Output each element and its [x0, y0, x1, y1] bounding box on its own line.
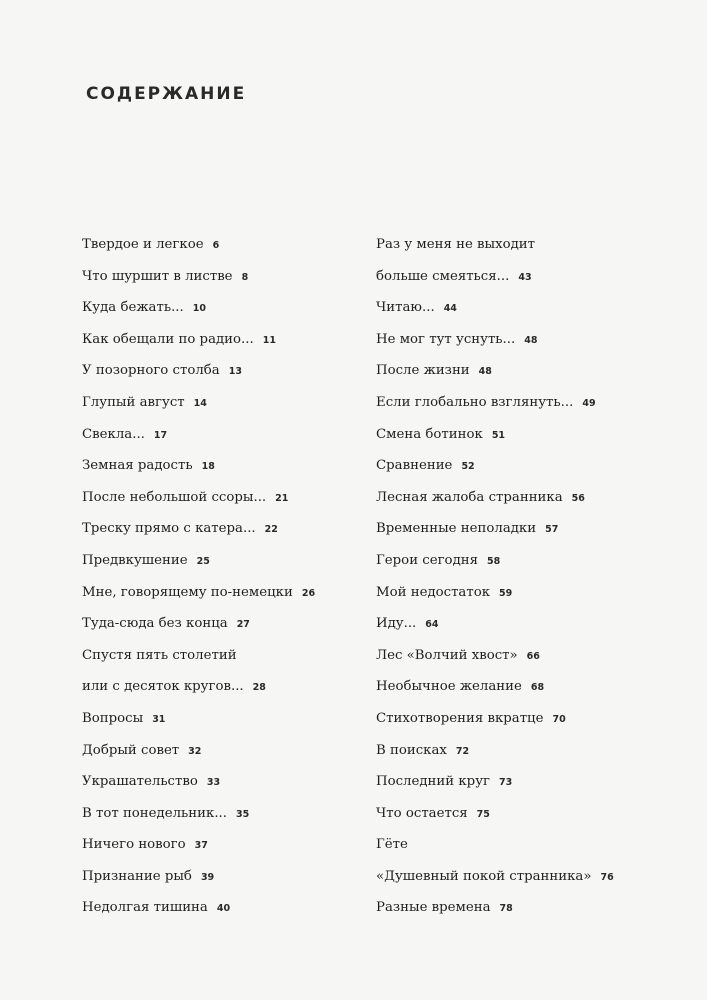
toc-entry-title: Лесная жалоба странника	[376, 489, 563, 505]
toc-entry-title: Твердое и легкое	[82, 237, 204, 252]
toc-page-number: 25	[196, 555, 210, 567]
toc-entry	[82, 829, 362, 861]
toc-page-number: 14	[193, 397, 207, 409]
toc-page-number: 59	[499, 587, 513, 599]
toc-entry-title: Лес «Волчий хвост»	[376, 647, 518, 663]
toc-page-number: 48	[524, 334, 538, 346]
toc-entry	[82, 577, 362, 609]
toc-entry-title: Герои сегодня	[376, 552, 479, 568]
toc-page-number: 39	[200, 871, 215, 883]
toc-page-number: 52	[461, 461, 475, 473]
toc-entry-title: Раз у меня не выходит	[376, 237, 536, 252]
toc-entry	[376, 545, 676, 577]
toc-entry-title: Глупый август	[82, 394, 185, 410]
toc-entry	[82, 640, 362, 672]
toc-entry	[82, 482, 362, 514]
toc-entry-title: Украшательство	[82, 774, 198, 790]
toc-entry-title: Свекла...	[82, 426, 145, 442]
toc-entry-title: Мой недостаток	[376, 584, 491, 600]
toc-page-number: 40	[216, 903, 231, 915]
toc-page-number: 33	[206, 777, 221, 789]
toc-entry-title: Как обещали по радио...	[82, 331, 254, 347]
toc-entry	[82, 861, 362, 893]
toc-entry	[82, 892, 362, 924]
toc-page-number: 28	[252, 682, 266, 694]
toc-page-number: 43	[518, 271, 532, 283]
toc-entry	[376, 419, 676, 451]
toc-entry	[376, 608, 676, 640]
toc-page-number: 32	[188, 745, 202, 757]
toc-entry-title: Стихотворения вкратце	[376, 710, 544, 726]
toc-entry	[376, 513, 676, 545]
toc-entry-title: В тот понедельник...	[82, 805, 227, 821]
toc-entry-title: Треску прямо с катера...	[82, 521, 256, 537]
toc-entry	[82, 261, 362, 293]
toc-entry-title: Что шуршит в листве	[82, 268, 233, 284]
toc-page-number: 64	[425, 619, 439, 631]
toc-entry-title: Добрый совет	[82, 742, 180, 758]
toc-entry-title: Если глобально взглянуть...	[376, 394, 574, 410]
toc-page-number: 72	[455, 745, 470, 757]
toc-entry	[82, 292, 362, 324]
toc-entry-title: Мне, говорящему по-немецки	[82, 584, 293, 600]
toc-entry	[82, 324, 362, 356]
toc-entry	[82, 355, 362, 387]
toc-entry-title: Что остается	[376, 805, 468, 821]
toc-entry-title: Разные времена	[376, 900, 491, 916]
toc-page-number: 75	[476, 808, 490, 820]
toc-page-number: 48	[478, 366, 492, 378]
toc-left-column	[82, 229, 362, 924]
toc-entry-title: Спустя пять столетий	[82, 647, 237, 663]
toc-entry	[376, 387, 676, 419]
toc-entry	[376, 482, 676, 514]
toc-entry-title: Ничего нового	[82, 837, 186, 853]
toc-right-column	[376, 229, 676, 924]
toc-page-number: 31	[152, 713, 166, 725]
toc-entry	[376, 766, 676, 798]
toc-page-number: 56	[571, 492, 585, 504]
toc-entry	[82, 387, 362, 419]
toc-entry-title: Необычное желание	[376, 679, 522, 695]
toc-entry-title: В поисках	[376, 742, 447, 758]
toc-page-number: 11	[262, 334, 276, 346]
toc-page-number: 26	[301, 587, 316, 599]
toc-page-number: 73	[498, 777, 513, 789]
toc-page-number: 6	[212, 240, 220, 251]
toc-entry	[376, 861, 676, 893]
toc-entry	[82, 450, 362, 482]
toc-page-number: 58	[487, 555, 501, 567]
toc-entry-title: У позорного столба	[82, 363, 220, 379]
toc-entry-title: Туда-сюда без конца	[82, 616, 228, 632]
toc-entry	[82, 608, 362, 640]
toc-entry-title: «Душевный покой странника»	[376, 868, 592, 884]
toc-entry	[376, 261, 676, 293]
toc-entry-title: Куда бежать...	[82, 300, 184, 316]
toc-entry	[376, 450, 676, 482]
toc-entry	[376, 703, 676, 735]
toc-page-number: 8	[241, 271, 249, 283]
toc-entry-title: Читаю...	[376, 300, 435, 316]
toc-entry	[376, 355, 676, 387]
toc-entry	[82, 545, 362, 577]
toc-entry-title: Предвкушение	[82, 552, 188, 568]
toc-entry	[82, 671, 362, 703]
toc-page-number: 51	[491, 429, 506, 441]
toc-entry	[82, 735, 362, 767]
toc-page-number: 66	[526, 650, 540, 662]
toc-entry	[376, 640, 676, 672]
toc-entry	[82, 229, 362, 261]
toc-entry-title: После жизни	[376, 363, 470, 379]
toc-entry-title: Иду...	[376, 616, 417, 632]
toc-entry-title: Временные неполадки	[376, 521, 537, 537]
toc-page-number: 27	[236, 619, 250, 631]
toc-page-number: 78	[499, 903, 513, 915]
toc-entry	[376, 229, 676, 261]
toc-entry	[376, 735, 676, 767]
toc-entry-title: Последний круг	[376, 774, 490, 790]
toc-page-number: 44	[443, 303, 457, 315]
toc-entry-title: Признание рыб	[82, 868, 192, 884]
toc-entry-title: больше смеяться...	[376, 268, 510, 284]
toc-page-number: 37	[194, 840, 208, 852]
toc-page-number: 76	[600, 871, 614, 883]
page-title: СОДЕРЖАНИЕ	[86, 84, 247, 104]
toc-page-number: 57	[545, 524, 559, 536]
toc-entry	[376, 292, 676, 324]
toc-entry	[82, 513, 362, 545]
toc-entry-title: Не мог тут уснуть...	[376, 331, 516, 347]
toc-entry	[82, 419, 362, 451]
toc-page-number: 10	[192, 303, 206, 315]
toc-entry	[376, 671, 676, 703]
toc-page-number: 13	[228, 366, 242, 378]
toc-page-number: 68	[530, 682, 545, 694]
toc-entry-title: Сравнение	[376, 458, 453, 474]
toc-entry-title: Земная радость	[82, 458, 193, 474]
toc-page-number: 35	[236, 808, 250, 820]
toc-entry-title: Смена ботинок	[376, 426, 483, 442]
toc-page-number: 18	[201, 461, 215, 473]
toc-page-number: 70	[552, 713, 566, 725]
toc-entry	[376, 892, 676, 924]
toc-page-number: 21	[275, 492, 289, 504]
toc-entry-title: После небольшой ссоры...	[82, 489, 267, 505]
toc-entry	[82, 798, 362, 830]
toc-entry	[82, 766, 362, 798]
toc-entry-title: Недолгая тишина	[82, 900, 208, 916]
toc-entry-title: Вопросы	[82, 710, 144, 726]
toc-entry-title: Гёте	[376, 837, 408, 853]
toc-entry-title: или с десяток кругов...	[82, 679, 244, 695]
toc-page-number: 17	[153, 429, 168, 441]
toc-entry	[376, 829, 676, 861]
toc-entry	[376, 798, 676, 830]
toc-entry	[82, 703, 362, 735]
toc-page-number: 22	[264, 524, 278, 536]
toc-entry	[376, 577, 676, 609]
toc-entry	[376, 324, 676, 356]
toc-page-number: 49	[582, 397, 596, 409]
